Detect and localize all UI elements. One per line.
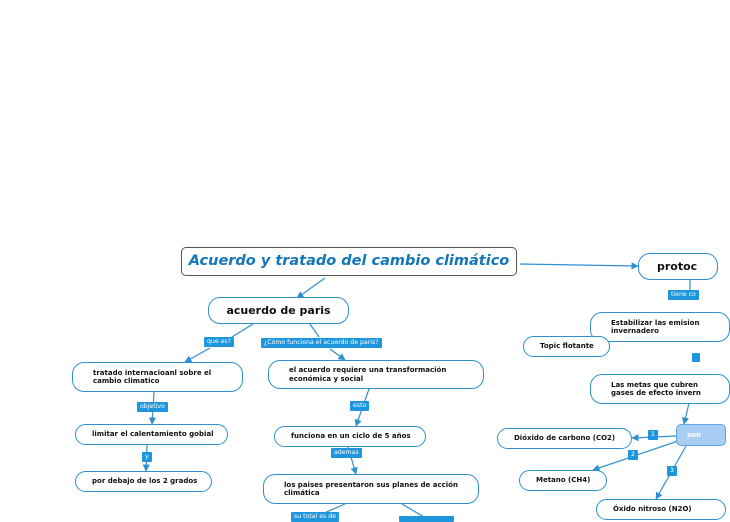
topic-metas-gases[interactable]: Las metas que cubren gases de efecto invern	[590, 374, 730, 404]
topic-tratado-internacional[interactable]: tratado internacioanl sobre el cambio climatico	[72, 362, 243, 392]
relationship-su-total[interactable]: su total es de	[291, 512, 339, 522]
connector-comolabel-requiere	[330, 349, 345, 360]
relationship-partial-bottom[interactable]	[399, 516, 454, 522]
topic-limitar-calentamiento[interactable]: limitar el calentamiento gobial	[75, 424, 228, 445]
relationship-como-funciona[interactable]: ¿Cómo funciona el acuerdo de paris?	[261, 338, 382, 348]
relationship-number-1[interactable]: 1	[648, 430, 658, 440]
connector-queeslabel-tratado	[185, 348, 210, 362]
relationship-number-3[interactable]: 3	[667, 466, 677, 476]
topic-metano[interactable]: Metano (CH4)	[519, 470, 607, 491]
topic-acuerdo-requiere[interactable]: el acuerdo requiere una transformación económica y social	[268, 360, 484, 389]
relationship-y[interactable]: y	[142, 452, 152, 462]
topic-son[interactable]: son	[676, 424, 726, 446]
floating-topic[interactable]: Topic flotante	[523, 336, 610, 357]
relationship-objetivo[interactable]: objetivo	[137, 402, 168, 412]
topic-protocolo[interactable]: protoc	[638, 253, 718, 280]
topic-ciclo-5-anos[interactable]: funciona en un ciclo de 5 años	[274, 426, 426, 447]
topic-dioxido-carbono[interactable]: Dióxido de carbono (CO2)	[497, 428, 632, 449]
topic-estabilizar-emisiones[interactable]: Estabilizar las emision invernadero	[590, 312, 730, 342]
relationship-que-es[interactable]: que es?	[204, 337, 234, 347]
relationship-partial-right[interactable]	[692, 353, 700, 362]
connector-root-paris	[297, 278, 325, 298]
connector-paris-comolabel	[310, 324, 319, 337]
topic-por-debajo[interactable]: por debajo de los 2 grados	[75, 471, 212, 492]
relationship-tiene[interactable]: tiene co	[668, 290, 699, 300]
topic-planes-accion[interactable]: los paises presentaron sus planes de acción climática	[263, 474, 479, 504]
topic-acuerdo-de-paris[interactable]: acuerdo de paris	[208, 297, 349, 324]
relationship-esto[interactable]: esto	[350, 401, 369, 411]
topic-oxido-nitroso[interactable]: Óxido nitroso (N2O)	[596, 499, 726, 520]
connector-root-protocolo	[520, 264, 638, 266]
relationship-ademas[interactable]: ademas	[331, 448, 362, 458]
relationship-number-2[interactable]: 2	[628, 450, 638, 460]
root-topic[interactable]: Acuerdo y tratado del cambio climático	[181, 247, 517, 276]
connector-paris-queeslabel	[232, 324, 253, 337]
